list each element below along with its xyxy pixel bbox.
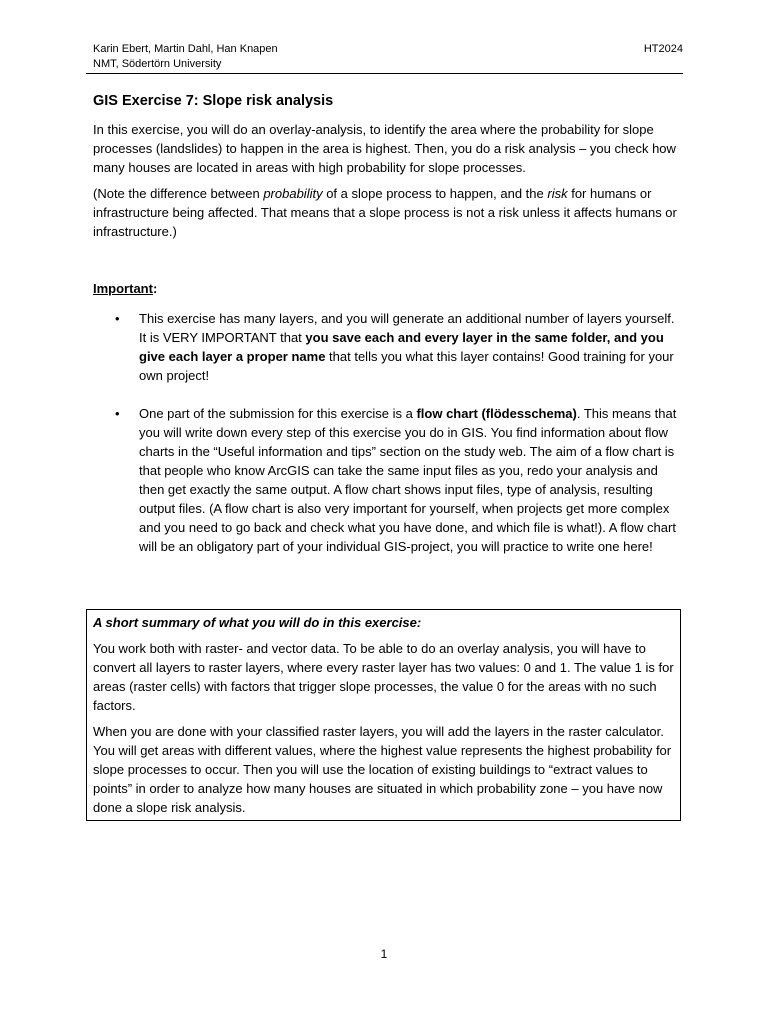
- summary-paragraph: When you are done with your classified raster layers, you will add the layers in the raster calculator. You will get areas with different values, where the highest value represents the highest probability for slope processes to occur. Then you will use the location of existing buildings to “extract values to points” in order to analyze how many houses are situated in which probability zone – you have now done a slope risk analysis.: [93, 724, 672, 815]
- bullet-icon: •: [115, 406, 120, 421]
- header-term: HT2024: [643, 43, 683, 55]
- summary-box: [86, 609, 681, 821]
- bullet-bold-text: you save each and every layer in the same folder, and you give each layer a proper name: [139, 330, 664, 364]
- page-header: [93, 42, 683, 72]
- document-title: GIS Exercise 7: Slope risk analysis: [93, 93, 334, 109]
- important-label: Important: [93, 281, 153, 296]
- summary-paragraph: You work both with raster- and vector data. To be able to do an overlay analysis, you will have to convert all layers to raster layers, where every raster layer has two values: 0 and 1. The value 1 is for areas (raster cells) with factors that trigger slope processes, the value 0 for the areas with no such factors.: [93, 641, 674, 713]
- bullet-text-b: . This means that you will write down every step of this exercise you do in GIS. You find information about flow charts in the “Useful information and tips” section on the study web. The aim of a flow chart is that people who know ArcGIS can take the same input files as you, redo your analysis and then get exactly the same output. A flow chart shows input files, type of analysis, resulting output files. (A flow chart is also very important for yourself, when projects get more complex and you need to go back and check what you have done, and which file is what!). A flow chart will be an obligatory part of your individual GIS-project, you will practice to write one here!: [139, 406, 677, 554]
- note-text-a: (Note the difference between: [93, 186, 264, 201]
- page-content: [93, 91, 678, 575]
- header-divider: [86, 73, 683, 74]
- note-text-c: for humans or infrastructure being affected. That means that a slope process is not a risk unless it affects humans or infrastructure.): [93, 186, 677, 239]
- header-row-bottom: [93, 57, 683, 72]
- bullet-text-a: One part of the submission for this exercise is a: [139, 406, 417, 421]
- note-text-b: of a slope process to happen, and the: [322, 186, 548, 201]
- page-number: 1: [380, 947, 388, 961]
- important-list: [93, 309, 678, 556]
- bullet-icon: •: [115, 311, 120, 326]
- header-institution: NMT, Södertörn University: [93, 58, 222, 70]
- list-item: [93, 404, 678, 556]
- intro-paragraph: In this exercise, you will do an overlay-analysis, to identify the area where the probability for slope processes (landslides) to happen in the area is highest. Then, you do a risk analysis – you check how many houses are located in areas with high probability for slope processes.: [93, 122, 676, 175]
- list-item: [93, 309, 678, 385]
- summary-title: A short summary of what you will do in this exercise:: [93, 615, 422, 630]
- bullet-text-a: This exercise has many layers, and you will generate an additional number of layers yourself. It is VERY IMPORTANT that: [139, 311, 675, 345]
- header-row-top: [93, 42, 683, 57]
- bullet-bold-text: flow chart (flödesschema): [416, 406, 577, 421]
- important-colon: :: [152, 281, 158, 296]
- important-heading: [93, 279, 678, 298]
- header-authors: Karin Ebert, Martin Dahl, Han Knapen: [93, 43, 278, 55]
- note-paragraph: [93, 184, 678, 241]
- bullet-text-b: that tells you what this layer contains! Good training for your own project!: [139, 349, 674, 383]
- note-emphasis-risk: risk: [547, 186, 568, 201]
- note-emphasis-probability: probability: [263, 186, 323, 201]
